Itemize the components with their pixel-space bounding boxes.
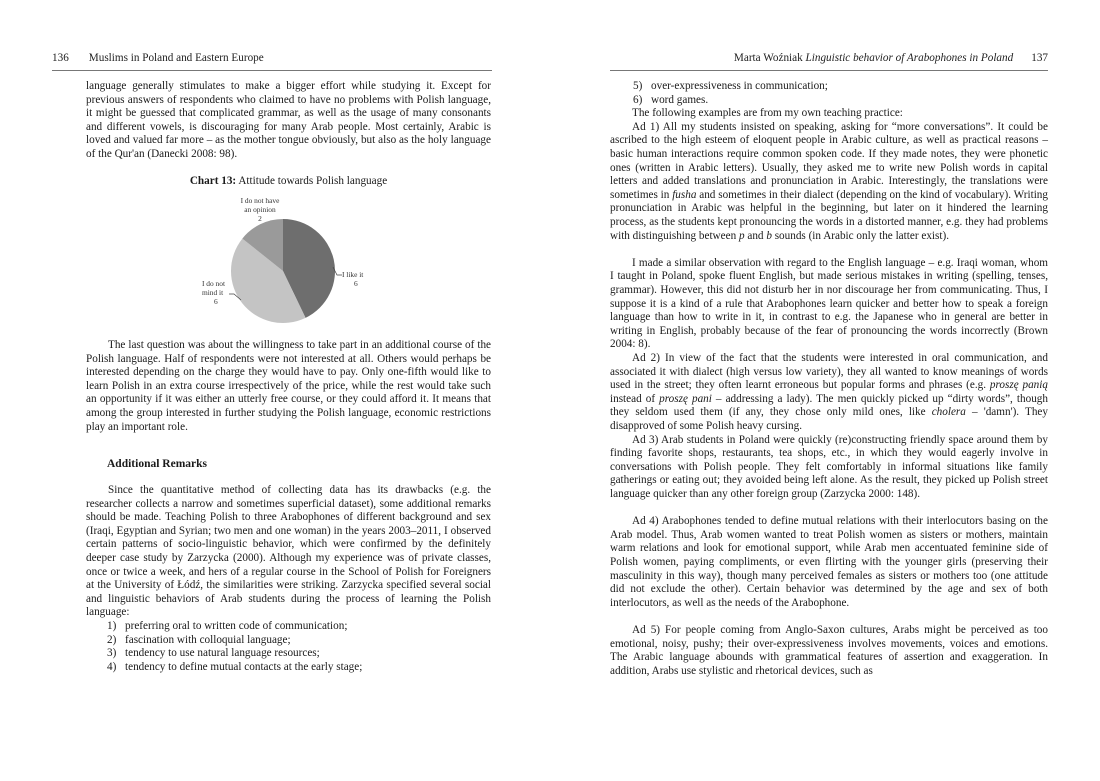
paragraph-additional-remarks: Since the quantitative method of collecting data has its drawbacks (e.g. the researcher collects a narrow and sometimes superficial dataset), some additional remarks should be made. Teaching Polish to three Arabophones of different background and sex (Iraqi, Egyptian and Syrian; two men and one woman) in the years 2003–2011, I observed certain patterns of socio-linguistic behavior, which were confirmed by the definitely deeper case study by Zarzycka (2000). Although my experience was of private classes, once or twice a week, and hers of a regular course in the School of Polish for Foreigners at the University of Łódź, the similarities were striking. Zarzycka specified several social and linguistic behaviors of Arab students during the process of learning the Polish language: (86, 484, 491, 619)
chart-caption-number: Chart 13: (189, 175, 237, 187)
list-number: 5) (633, 80, 643, 92)
paragraph-similar-observation: I made a similar observation with regard to the English language – e.g. Iraqi woman, whom I taught in Poland, spoke fluent English, but made serious mistakes in writing (spelling, tenses, grammar). However, this did not disturb her in nor discourage her from communicating. Thus, I suppose it is a kind of a rule that Arabophones learn quicker and better how to speak a foreign language than how to write in it, in contrast to e.g. the Japanese who in general are better in writing in English, probably because of the fear of pronouncing the words incorrectly (Brown 2004: 8). (610, 256, 1048, 351)
page-number-left: 136 (52, 52, 69, 64)
paragraph-ad5: Ad 5) For people coming from Anglo-Saxon cultures, Arabs might be perceived as too emotional, noisy, pushy; their over-expressiveness involves movements, voices and emotions. The Arabic language abounds with grammatical features of assertion and exaggeration. In addition, Arabs use stylistic and rhetorical devices, such as (610, 624, 1048, 677)
paragraph-qur-an: language generally stimulates to make a bigger effort while studying it. Except for previous answers of respondents who claimed to have no problems with Polish language, it might be guessed that complicated grammar, as well as the usage of many consonants and different vowels, is discouraging for many Arab people. Most certainly, Arabic is loved and valued far more – as the mother tongue obviously, but also as the holy language of the Qur'an (Danecki 2008: 98). (86, 80, 491, 160)
list-text: word games. (651, 93, 709, 106)
list-text: preferring oral to written code of communication; (125, 620, 348, 632)
list-text: tendency to use natural language resources; (125, 647, 320, 660)
paragraph-course: The last question was about the willingness to take part in an additional course of the Polish language. Half of respondents were not interested at all. Others would perhaps be interested depending on the charge they would have to pay. Only one-fifth would like to learn Polish in an extra course irrespectively of the price, while the rest would take such an opportunity if it was either an utterly free course, or they could afford it. It means that among the group interested in further studying the Polish language, economic restrictions play an important role. (86, 339, 491, 433)
list-item (107, 647, 487, 661)
right-page (550, 0, 1100, 781)
list-number: 6) (633, 93, 643, 106)
list-item (633, 94, 1033, 108)
running-head-title-left: Muslims in Poland and Eastern Europe (88, 52, 264, 64)
paragraph-ad1: Ad 1) All my students insisted on speaking, asking for “more conversations”. It could be ascribed to the high esteem of eloquent people in Arabic culture, as well as practical reasons – basic human interactions require common spoken code. If they made notes, they were phonetic ones (written in Arabic letters). Usually, they asked me to write new Polish words in capital letters and added translations and pronunciation in Arabic. Interestingly, the translations were sometimes in fusha and sometimes in their dialect (depending on the kind of vocabulary). Writing pronunciation in Arabic was helpful in the beginning, but later on it hindered the learning process, as the students kept pronouncing the words in a distorted manner, e.g. they had problems with distinguishing between p and b sounds (in Arabic only the latter exist). (610, 120, 1048, 242)
pie-slice-label: I do not mind it 6 (202, 279, 225, 306)
pie-slice-label: I like it 6 (342, 270, 364, 288)
list-number: 1) (107, 620, 117, 632)
running-head-author: Marta Woźniak (733, 52, 803, 64)
list-text: fascination with colloquial language; (125, 633, 291, 646)
chart-caption (86, 175, 491, 187)
section-title: Additional Remarks (107, 458, 207, 470)
pie-chart (150, 190, 450, 330)
paragraph-ad3: Ad 3) Arab students in Poland were quickly (re)constructing friendly space around them by finding favorite shops, restaurants, tea shops, etc., in which they would eagerly involve in conversations with Polish people. They felt comfortably in informal situations like family gatherings or eating out; they avoided being left alone. As the result, they picked up Polish street language quicker than any other foreign group (Zarzycka 2000: 148). (610, 433, 1048, 500)
header-rule-left (52, 70, 492, 71)
list-item (107, 661, 487, 675)
list-number: 4) (107, 660, 117, 673)
paragraph-ad4: Ad 4) Arabophones tended to define mutual relations with their interlocutors basing on the Arab model. Thus, Arab women wanted to treat Polish women as sisters or mothers, maintain warm relations and look for emotional support, while Arab men accentuated feminine side of Polish women, paying compliments, or even flirting with the younger girls (preserving their masculinity in this way), though many perceived females as sisters or mothers too (one attitude did not exclude the other). Certain behavior was determined by the age and sex of both interlocutors, as well as the needs of the Arabophone. (610, 515, 1048, 609)
list-number: 3) (107, 647, 117, 660)
paragraph-ad2: Ad 2) In view of the fact that the students were interested in oral communication, and associated it with dialect (high versus low variety), they all wanted to know meanings of words used in the street; they often learnt erroneous but popular forms and phrases (e.g. proszę panią instead of proszę pani – addressing a lady). The men quickly picked up “dirty words”, though they seldom used them (if any, they chose only mild ones, like cholera – 'damn'). They disapproved of some Polish heavy cursing. (610, 352, 1048, 432)
list-item (107, 634, 487, 648)
running-head-left (52, 52, 492, 64)
list-item (633, 80, 1033, 94)
list-item (107, 620, 487, 634)
running-head-right (610, 52, 1048, 64)
list-number: 2) (107, 633, 117, 646)
list-text: tendency to define mutual contacts at the early stage; (125, 660, 363, 673)
page-number-right: 137 (1031, 52, 1048, 64)
list-text: over-expressiveness in communication; (651, 80, 828, 92)
pie-slice-label: I do not have an opinion 2 (240, 196, 280, 223)
chart-caption-text: Attitude towards Polish language (236, 175, 388, 187)
paragraph-intro: The following examples are from my own teaching practice: (632, 107, 903, 120)
header-rule-right (610, 70, 1048, 71)
running-head-title-right: Linguistic behavior of Arabophones in Poland (805, 52, 1014, 64)
